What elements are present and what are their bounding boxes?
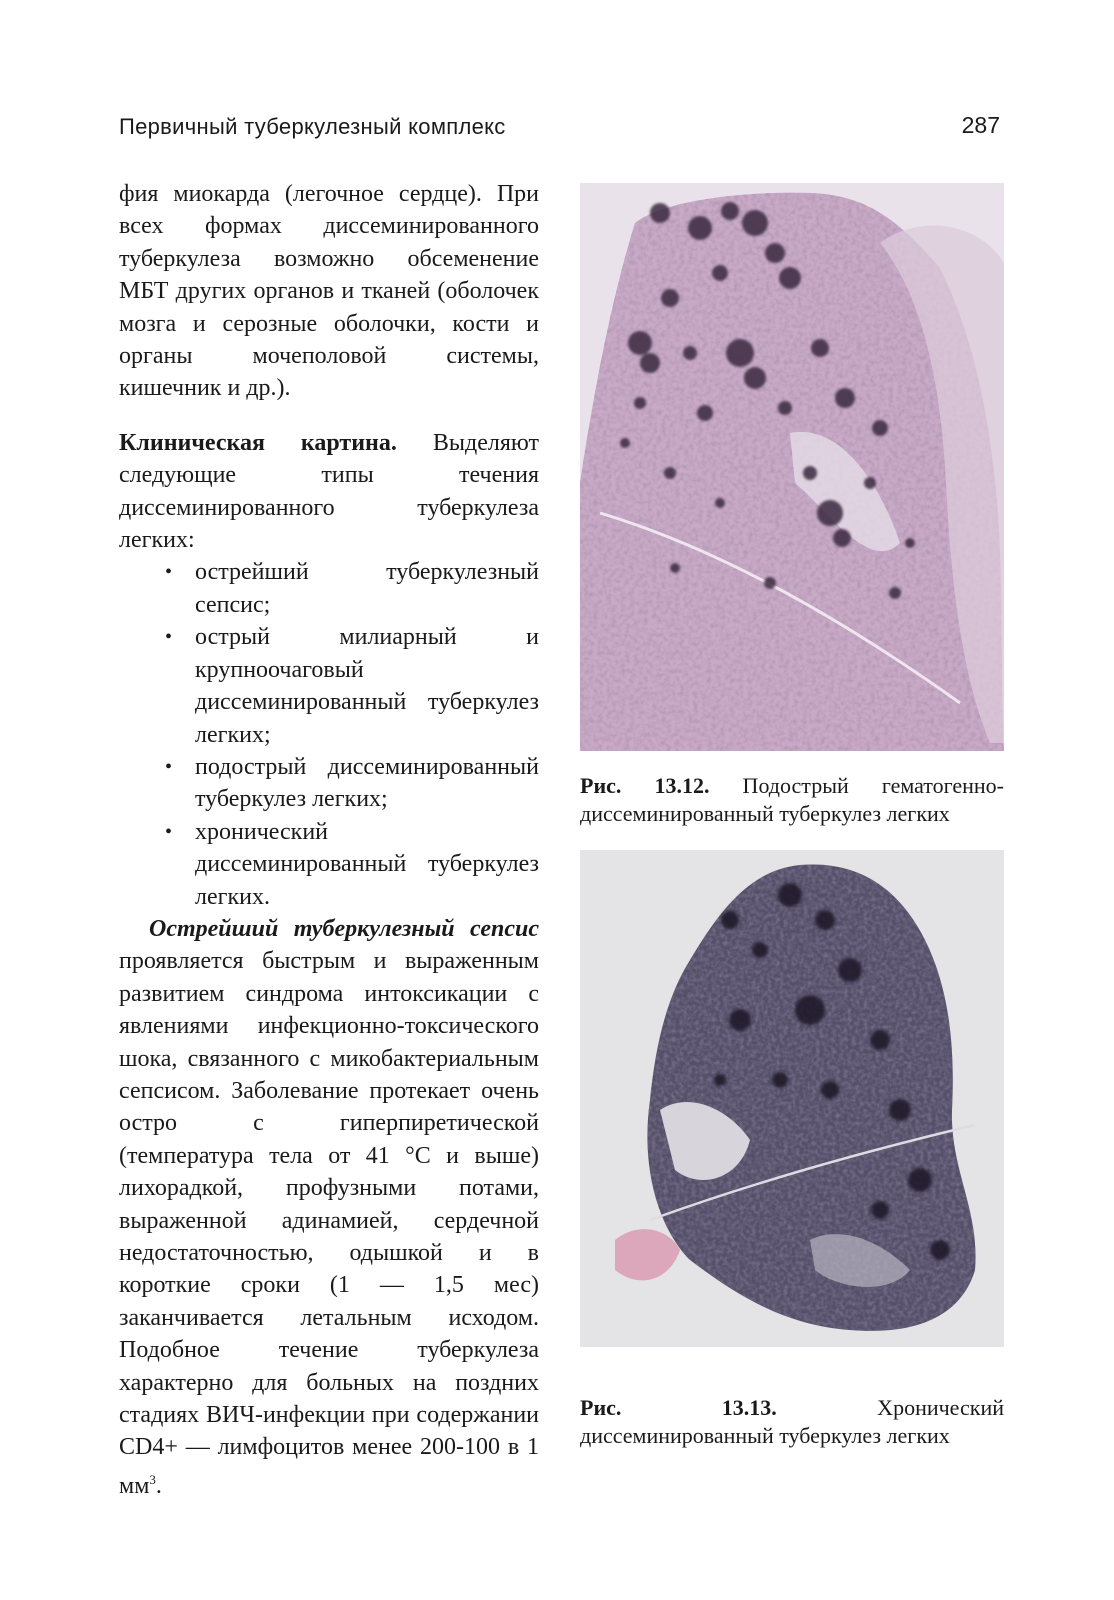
list-item: • острейший туберкулезный сепсис;	[195, 556, 539, 621]
figure-13-13-caption	[580, 1394, 1004, 1450]
page-number: 287	[961, 112, 1000, 138]
section-heading-clinical: Клиническая картина.	[119, 429, 397, 456]
term-acute-sepsis: Острейший туберкулезный сепсис	[149, 915, 539, 942]
list-item: • подострый диссеминированный туберкулез легких;	[195, 751, 539, 816]
list-item: • хронический диссеминированный туберкулез легких.	[195, 816, 539, 913]
lung-specimen-photo-1	[580, 183, 1004, 751]
sepsis-end: .	[155, 1472, 162, 1499]
figure-13-12-image	[580, 183, 1004, 751]
lung-specimen-photo-2	[580, 850, 1004, 1347]
caption-text: Подострый гематогенно-диссеминированный туберкулез легких	[580, 773, 1004, 826]
figure-13-13-image	[580, 850, 1004, 1347]
caption-text: Хронический диссеминированный туберкулез легких	[580, 1395, 1004, 1448]
paragraph-clinical	[119, 427, 539, 557]
course-types-list	[119, 556, 539, 912]
figure-label: Рис. 13.13.	[580, 1395, 777, 1420]
superscript-3: 3	[149, 1471, 156, 1487]
list-item: • острый милиарный и крупноочаговый диссеминированный туберкулез легких;	[195, 621, 539, 751]
running-title: Первичный туберкулезный комплекс	[119, 114, 506, 139]
paragraph-intro: фия миокарда (легочное сердце). При всех формах диссеминированного туберкулеза возможно обсеменение МБТ других органов и тканей (оболочек мозга и серозные оболочки, кости и органы мочеполовой системы, кишечник и др.).	[119, 181, 539, 402]
paragraph-sepsis	[119, 913, 539, 1502]
figure-13-12-caption	[580, 772, 1004, 828]
main-text-column	[119, 178, 539, 1502]
sepsis-text: проявляется быстрым и выраженным развитием синдрома интоксикации с явлениями инфекционно-токсического шока, связанного с микобактериальным сепсисом. Заболевание протекает очень остро с гиперпиретической (температура тела от 41 °С и выше) лихорадкой, профузными потами, выраженной адинамией, сердечной недостаточностью, одышкой и в короткие сроки (1 — 1,5 мес) заканчивается летальным исходом. Подобное течение туберкулеза характерно для больных на поздних стадиях ВИЧ-инфекции при содержании CD4+ — лимфоцитов менее 200-100 в 1 мм	[119, 948, 539, 1499]
figure-label: Рис. 13.12.	[580, 773, 710, 798]
clinical-intro-text: Выделяют следующие типы течения диссеминированного туберкулеза легких:	[119, 429, 539, 554]
